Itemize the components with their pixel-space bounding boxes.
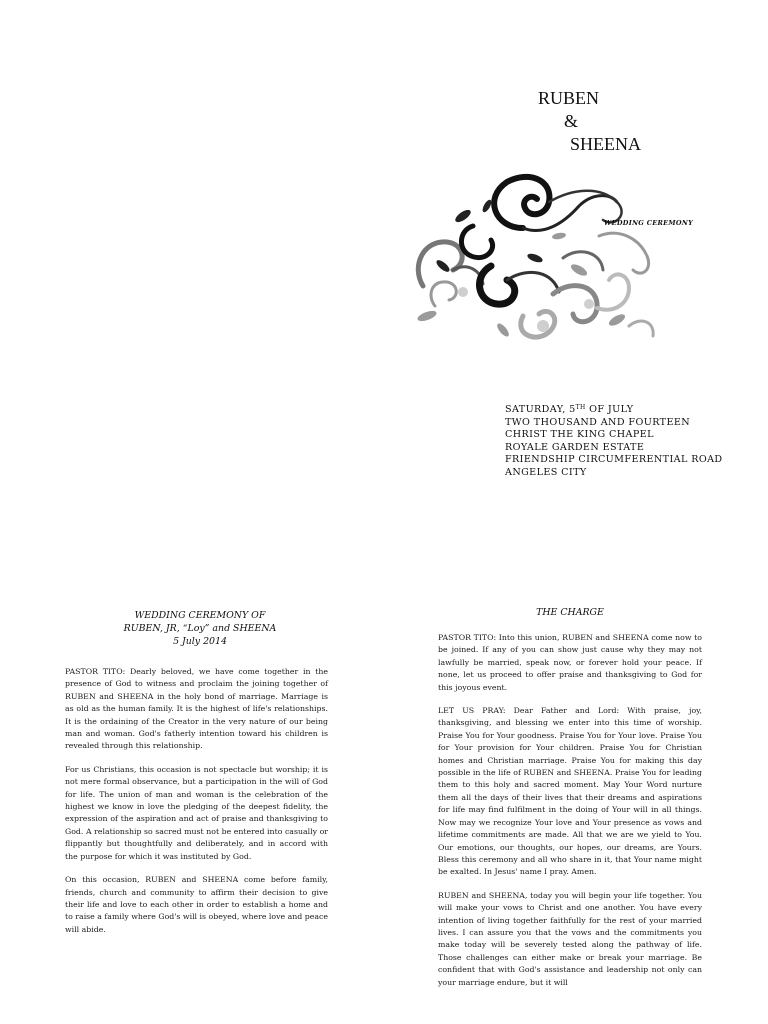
ceremony-heading-line2: RUBEN, JR, “Loy” and SHEENA <box>123 623 277 634</box>
venue-date <box>505 404 723 417</box>
venue-block <box>505 404 723 480</box>
paragraph: PASTOR TITO: Dearly beloved, we have come together in the presence of God to witness and proclaim the joining together of RUBEN and SHEENA in the holy bond of marriage. Marriage is as old as the human family. It is the highest of life's relationships. It is the ordaining of the Creator in the very nature of our being man and woman. God's fatherly intention toward his children is revealed through this relationship. <box>65 667 328 751</box>
bride-name: SHEENA <box>570 134 641 154</box>
paragraph: For us Christians, this occasion is not spectacle but worship; it is not mere formal observance, but a participation in the will of God for life. The union of man and woman is the celebration of the highest we know in love the pledging of the deepest fidelity, the expression of the aspiration and act of praise and thanksgiving to God. A relationship so sacred must not be entered into casually or flippantly but thoughtfully and deliberately, and in accord with the purpose for which it was instituted by God. <box>65 764 328 861</box>
ceremony-heading <box>110 609 290 648</box>
venue-date-sup: TH <box>575 404 586 411</box>
right-column <box>438 632 702 1000</box>
venue-road: FRIENDSHIP CIRCUMFERENTIAL ROAD <box>505 454 723 466</box>
paragraph: On this occasion, RUBEN and SHEENA come before family, friends, church and community to affirm their decision to give their life and love to each other in order to establish a home and to raise a family where God's will is obeyed, where love and peace will abide. <box>65 875 328 934</box>
venue-city: ANGELES CITY <box>505 466 587 478</box>
ornament-caption: WEDDING CEREMONY <box>604 219 694 227</box>
ceremony-heading-line3: 5 July 2014 <box>173 636 227 647</box>
ceremony-heading-line1: WEDDING CEREMONY OF <box>134 610 266 621</box>
venue-date-prefix: SATURDAY, 5 <box>505 404 576 415</box>
paragraph: PASTOR TITO: Into this union, RUBEN and SHEENA come now to be joined. If any of you can show just cause why they may not lawfully be married, speak now, or forever hold your peace. If none, let us proceed to offer praise and thanksgiving to God for this joyous event. <box>438 633 702 692</box>
paragraph: RUBEN and SHEENA, today you will begin your life together. You will make your vows to Christ and one another. You have every intention of living together faithfully for the rest of your married lives. I can assure you that the vows and the commitments you make today will be severely tested along the pathway of life. Those challenges can either make or break your marriage. Be confident that with God's assistance and leadership not only can your marriage endure, but it will <box>438 890 702 987</box>
paragraph: LET US PRAY: Dear Father and Lord: With praise, joy, thanksgiving, and blessing we enter into this time of worship. Praise You for Your goodness. Praise You for Your love. Praise You for Your provision for Your children. Praise You for Christian homes and Christian marriage. Praise You for making this day possible in the life of RUBEN and SHEENA. Praise You for leading them to this holy and sacred moment. May Your Word nurture them all the days of their lives that their dreams and aspirations for life may find fulfilment in the doing of Your will in all things. Now may we recognize Your love and Your presence as vows and lifetime commitments are made. All that we are we yield to You. Our emotions, our thoughts, our hopes, our dreams, are Yours. Bless this ceremony and all who share in it, that Your name might be exalted. In Jesus' name I pray. Amen. <box>438 706 702 877</box>
venue-year: TWO THOUSAND AND FOURTEEN <box>505 416 691 428</box>
groom-name: RUBEN <box>538 88 600 108</box>
venue-chapel: CHRIST THE KING CHAPEL <box>505 429 654 441</box>
venue-estate: ROYALE GARDEN ESTATE <box>505 441 645 453</box>
left-column <box>65 666 328 947</box>
floral-swirl-ornament <box>403 166 665 346</box>
ampersand: & <box>564 111 579 131</box>
charge-heading: THE CHARGE <box>536 607 604 618</box>
venue-date-suffix: OF JULY <box>585 404 634 415</box>
